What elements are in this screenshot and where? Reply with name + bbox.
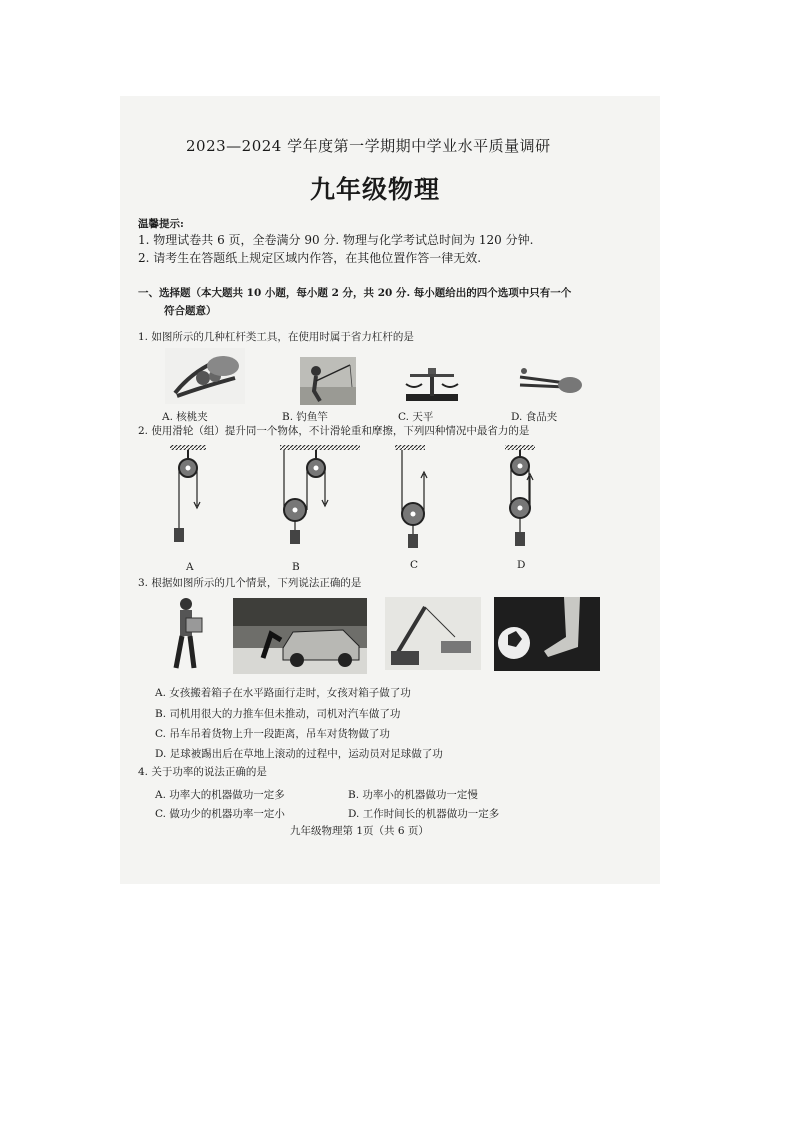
girl-carrying-box-image — [166, 596, 210, 674]
q2-stem: 2. 使用滑轮（组）提升同一个物体，不计滑轮重和摩擦，下列四种情况中最省力的是 — [138, 425, 530, 437]
q3-option-d: D. 足球被踢出后在草地上滚动的过程中，运动员对足球做了功 — [155, 748, 443, 760]
q2-label-a: A — [186, 561, 194, 573]
q1-option-b: B. 钓鱼竿 — [282, 411, 328, 423]
balance-scale-image — [400, 364, 464, 404]
pulley-d — [505, 445, 535, 546]
q3-option-a: A. 女孩搬着箱子在水平路面行走时，女孩对箱子做了功 — [155, 687, 411, 699]
q1-option-c: C. 天平 — [398, 411, 434, 423]
q2-label-b: B — [292, 561, 300, 573]
q3-option-b: B. 司机用很大的力推车但未推动，司机对汽车做了功 — [155, 708, 401, 720]
pulley-a — [170, 445, 206, 542]
section-heading: 一、选择题（本大题共 10 小题，每小题 2 分，共 20 分. 每小题给出的四个选项中只有一个 — [138, 287, 572, 299]
pulley-b — [280, 445, 360, 544]
car-push-image — [233, 598, 367, 674]
football-kick-image — [494, 597, 600, 671]
page-footer: 九年级物理第 1页（共 6 页） — [290, 825, 429, 837]
tips-heading: 温馨提示: — [138, 218, 184, 230]
food-tongs-image — [516, 365, 582, 399]
pulley-diagrams — [150, 440, 610, 560]
q3-option-c: C. 吊车吊着货物上升一段距离，吊车对货物做了功 — [155, 728, 390, 740]
section-heading-cont: 符合题意） — [164, 305, 217, 317]
q1-option-a: A. 核桃夹 — [162, 411, 208, 423]
exam-title: 2023—2024 学年度第一学期期中学业水平质量调研 — [186, 137, 551, 155]
q4-stem: 4. 关于功率的说法正确的是 — [138, 766, 267, 778]
q3-stem: 3. 根据如图所示的几个情景，下列说法正确的是 — [138, 577, 362, 589]
pulley-c — [395, 445, 427, 548]
nutcracker-image — [165, 348, 245, 404]
q1-option-d: D. 食品夹 — [511, 411, 558, 423]
q2-label-d: D — [517, 559, 526, 571]
q4-option-d: D. 工作时间长的机器做功一定多 — [348, 808, 500, 820]
crane-image — [385, 597, 481, 670]
fishing-rod-image — [300, 357, 356, 405]
q4-option-a: A. 功率大的机器做功一定多 — [155, 789, 285, 801]
q4-option-b: B. 功率小的机器做功一定慢 — [348, 789, 478, 801]
q2-label-c: C — [410, 559, 419, 571]
tip-item-2: 2. 请考生在答题纸上规定区域内作答，在其他位置作答一律无效. — [138, 251, 482, 265]
q4-option-c: C. 做功少的机器功率一定小 — [155, 808, 285, 820]
subject-title: 九年级物理 — [310, 175, 441, 204]
q1-stem: 1. 如图所示的几种杠杆类工具，在使用时属于省力杠杆的是 — [138, 331, 414, 343]
tip-item-1: 1. 物理试卷共 6 页，全卷满分 90 分. 物理与化学考试总时间为 120 分钟. — [138, 233, 534, 247]
